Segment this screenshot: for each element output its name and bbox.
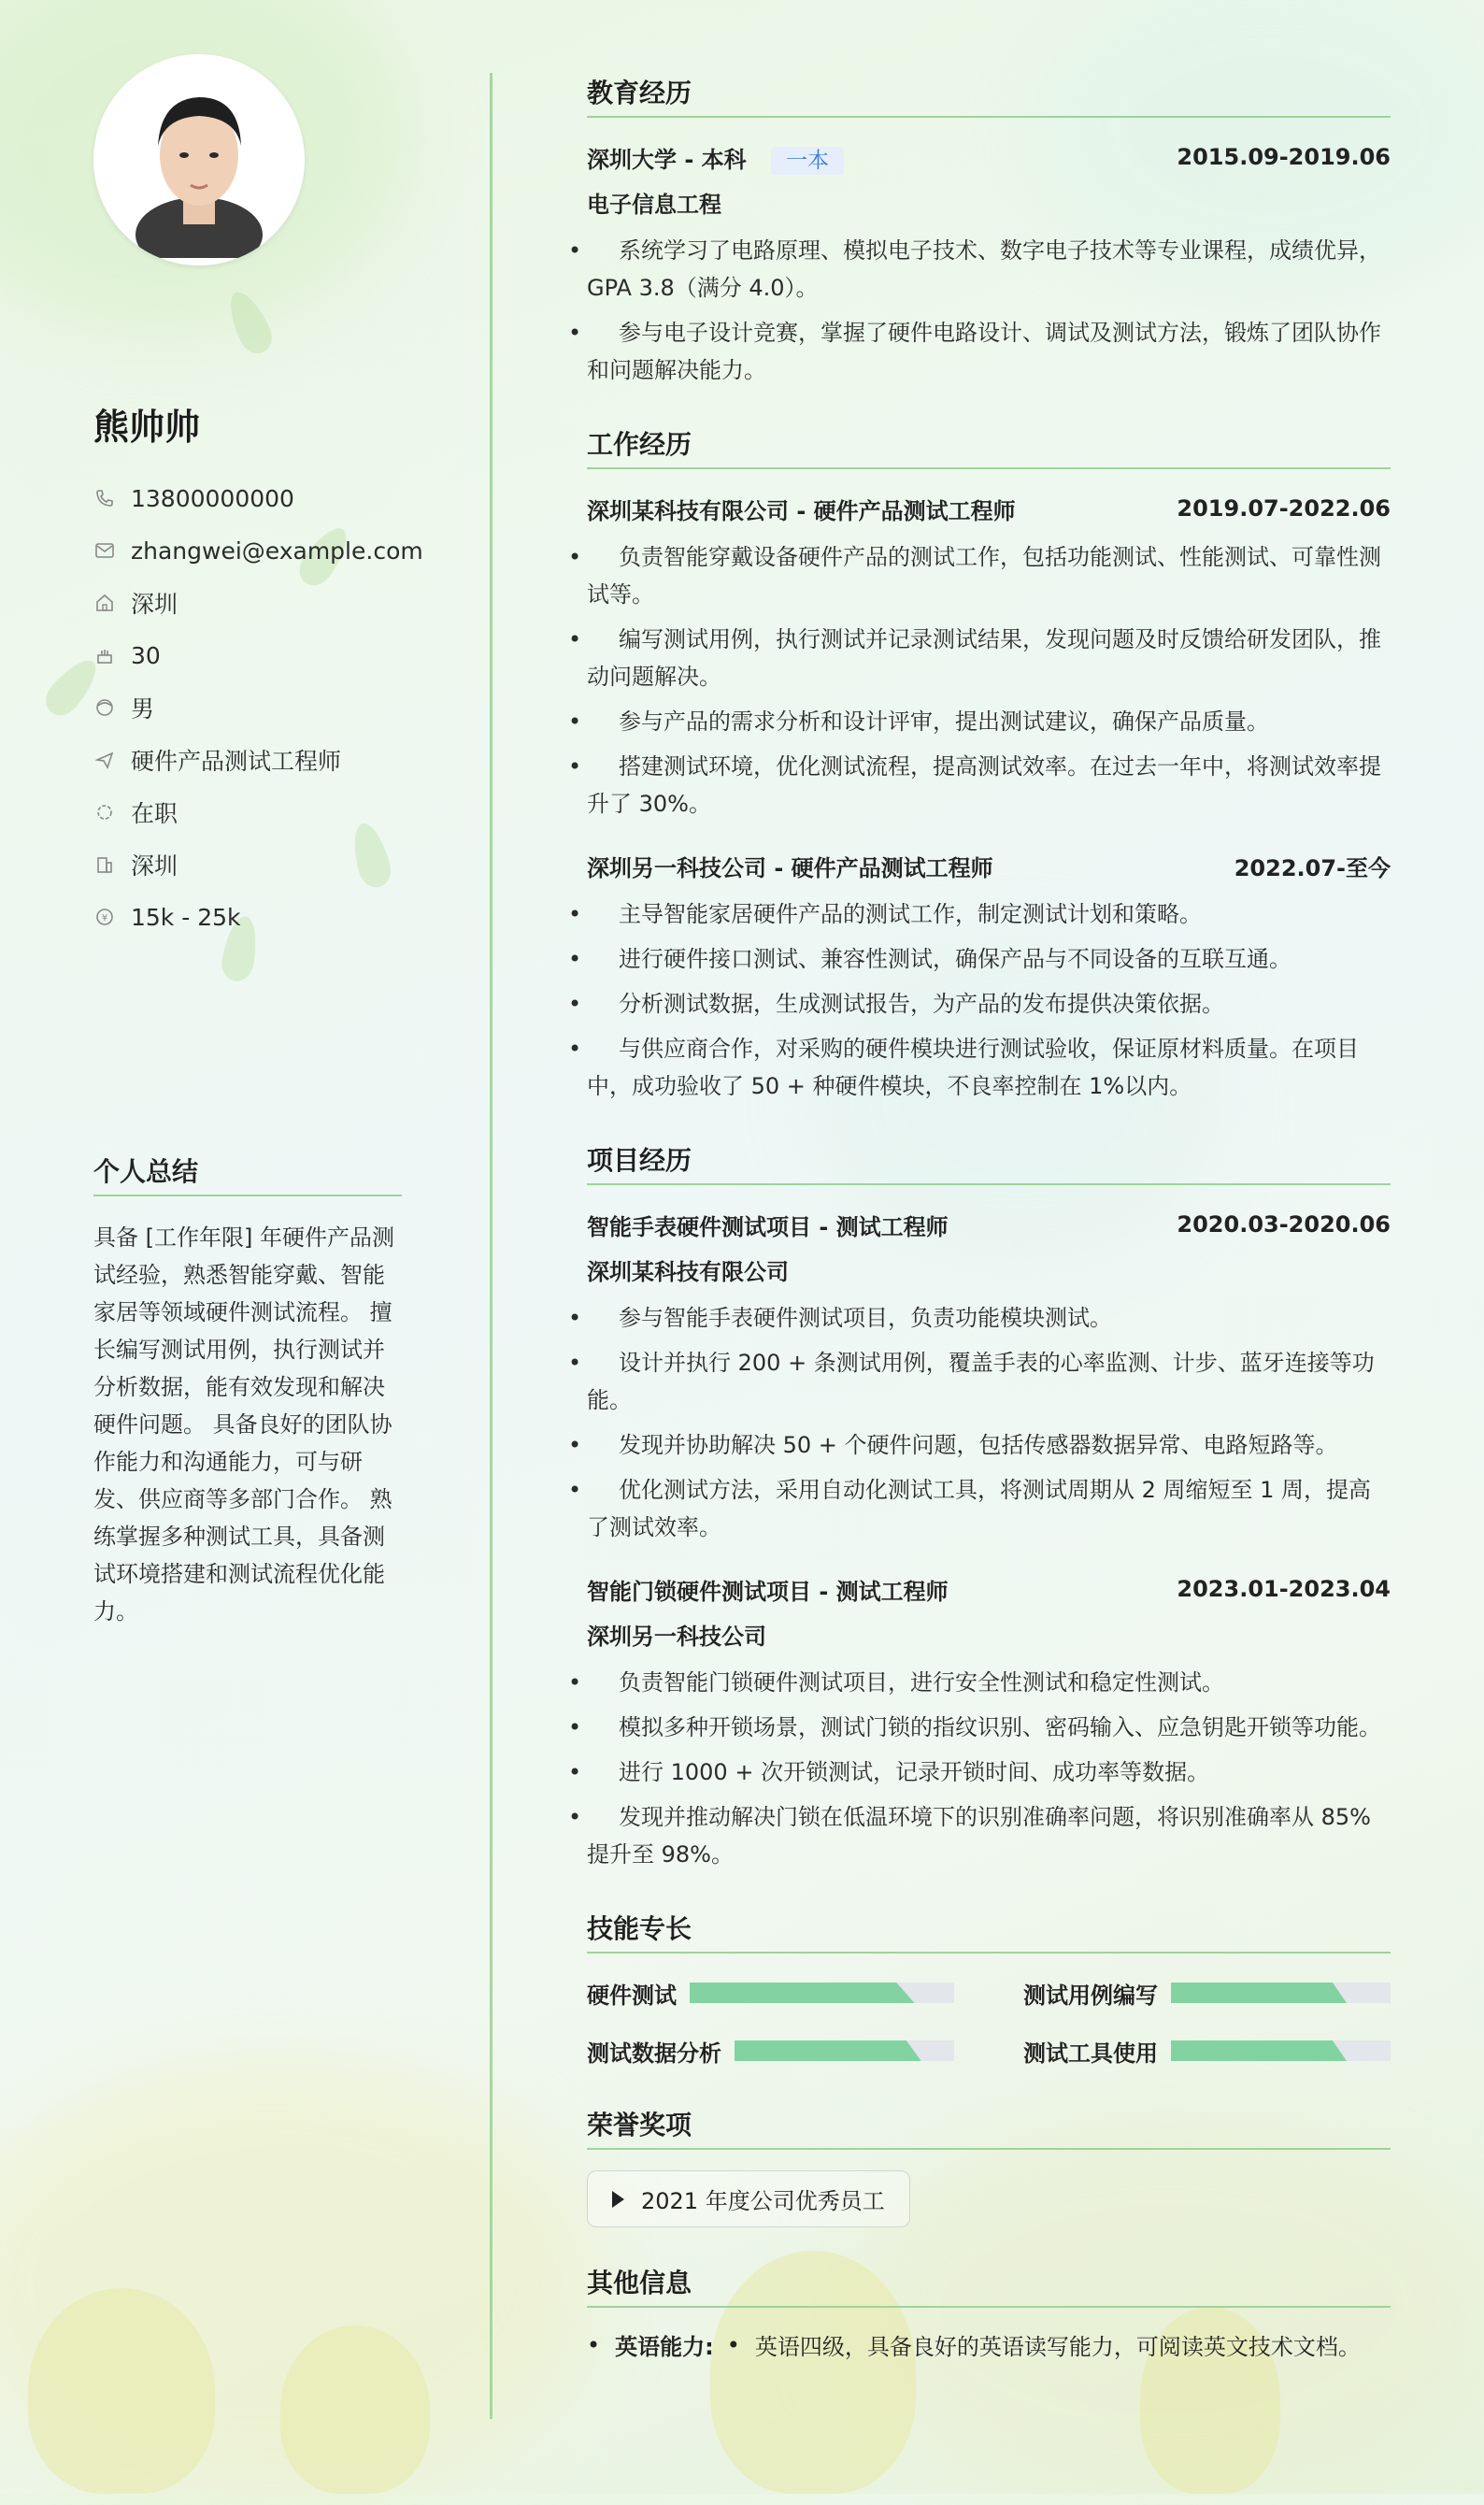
other-info-line <box>587 2328 1391 2361</box>
other-text: 英语四级，具备良好的英语读写能力，可阅读英文技术文档。 <box>754 2334 1361 2360</box>
skill-label: 硬件测试 <box>587 1982 677 2009</box>
info-age <box>93 629 423 681</box>
list-item: • 搭建测试环境，优化测试流程，提高测试效率。在过去一年中，将测试效率提升了 30%。 <box>587 748 1391 823</box>
education-bullets <box>587 232 1391 389</box>
work-entry-head <box>587 490 1391 527</box>
list-item: • 与供应商合作，对采购的硬件模块进行测试验收，保证原材料质量。在项目中，成功验收了 50 + 种硬件模块，不良率控制在 1%以内。 <box>587 1030 1391 1105</box>
skill-item <box>1023 2032 1391 2069</box>
project-company: 深圳另一科技公司 <box>587 1623 766 1650</box>
skills-section <box>587 1909 1391 2069</box>
list-item: • 模拟多种开锁场景，测试门锁的指纹识别、密码输入、应急钥匙开锁等功能。 <box>587 1709 1391 1746</box>
awards-section <box>587 2105 1391 2227</box>
project-date: 2020.03-2020.06 <box>1177 1211 1391 1238</box>
skill-item <box>587 1974 954 2011</box>
work-bullets <box>587 895 1391 1105</box>
info-work-city <box>93 838 423 891</box>
status-text: 在职 <box>131 800 178 827</box>
section-title: 其他信息 <box>587 2263 1391 2308</box>
project-bullets <box>587 1299 1391 1546</box>
send-icon <box>93 749 116 771</box>
skill-label: 测试用例编写 <box>1023 1982 1158 2009</box>
divider-line <box>490 73 492 2419</box>
cake-icon <box>93 644 116 666</box>
work-entry <box>587 490 1391 823</box>
project-section <box>587 1140 1391 1873</box>
list-item: • 系统学习了电路原理、模拟电子技术、数字电子技术等专业课程，成绩优异，GPA 3.8（满分 4.0）。 <box>587 232 1391 307</box>
section-title: 项目经历 <box>587 1140 1391 1185</box>
summary-title: 个人总结 <box>93 1152 402 1196</box>
section-title: 技能专长 <box>587 1909 1391 1954</box>
section-title: 教育经历 <box>587 73 1391 118</box>
home-icon <box>93 592 116 614</box>
list-item: • 分析测试数据，生成测试报告，为产品的发布提供决策依据。 <box>587 985 1391 1023</box>
project-entry-head <box>587 1570 1391 1608</box>
main-content <box>587 73 1391 2397</box>
list-item: • 发现并推动解决门锁在低温环境下的识别准确率问题，将识别准确率从 85% 提升至 98%。 <box>587 1798 1391 1873</box>
skill-fill <box>735 2040 921 2061</box>
salary-text: 15k - 25k <box>131 903 241 931</box>
list-item: • 参与产品的需求分析和设计评审，提出测试建议，确保产品质量。 <box>587 703 1391 740</box>
svg-text:¥: ¥ <box>101 913 108 923</box>
candidate-name: 熊帅帅 <box>93 407 201 448</box>
email-text: zhangwei@example.com <box>131 537 423 565</box>
list-item: • 编写测试用例，执行测试并记录测试结果，发现问题及时反馈给研发团队，推动问题解决。 <box>587 621 1391 695</box>
person-portrait-icon <box>135 80 264 258</box>
school-tag: 一本 <box>771 147 844 175</box>
list-item: • 设计并执行 200 + 条测试用例，覆盖手表的心率监测、计步、蓝牙连接等功能。 <box>587 1344 1391 1419</box>
work-entry-head <box>587 847 1391 884</box>
award-item[interactable] <box>587 2170 910 2227</box>
info-location <box>93 577 423 629</box>
work-entry <box>587 847 1391 1105</box>
location-text: 深圳 <box>131 591 178 618</box>
list-item: • 参与智能手表硬件测试项目，负责功能模块测试。 <box>587 1299 1391 1337</box>
project-entry-head <box>587 1206 1391 1243</box>
skills-grid <box>587 1974 1391 2069</box>
education-head <box>587 138 1391 176</box>
skill-bar <box>1171 2040 1391 2061</box>
section-title: 荣誉奖项 <box>587 2105 1391 2150</box>
project-company: 深圳某科技有限公司 <box>587 1258 789 1285</box>
list-item: • 发现并协助解决 50 + 个硬件问题，包括传感器数据异常、电路短路等。 <box>587 1426 1391 1464</box>
skill-label: 测试工具使用 <box>1023 2040 1158 2067</box>
education-date: 2015.09-2019.06 <box>1177 144 1391 170</box>
education-section <box>587 73 1391 389</box>
info-status <box>93 786 423 838</box>
bullet-icon: • <box>587 2331 601 2358</box>
skill-bar <box>735 2040 954 2061</box>
work-section <box>587 424 1391 1105</box>
project-title: 智能门锁硬件测试项目 - 测试工程师 <box>587 1578 949 1605</box>
gender-text: 男 <box>131 695 155 723</box>
list-item: • 负责智能门锁硬件测试项目，进行安全性测试和稳定性测试。 <box>587 1664 1391 1701</box>
phone-text: 13800000000 <box>131 484 294 512</box>
project-entry <box>587 1570 1391 1873</box>
other-label: 英语能力: <box>615 2334 714 2360</box>
avatar <box>93 54 305 265</box>
info-gender <box>93 681 423 734</box>
work-date: 2019.07-2022.06 <box>1177 495 1391 522</box>
skill-fill <box>1171 1983 1347 2003</box>
info-salary <box>93 891 423 943</box>
other-section <box>587 2263 1391 2361</box>
sidebar <box>0 0 486 2494</box>
status-icon <box>93 801 116 823</box>
contact-info-list <box>93 472 423 943</box>
list-item: • 进行 1000 + 次开锁测试，记录开锁时间、成功率等数据。 <box>587 1754 1391 1791</box>
info-phone <box>93 472 423 524</box>
project-entry <box>587 1206 1391 1546</box>
award-text: 2021 年度公司优秀员工 <box>641 2188 885 2214</box>
section-title: 工作经历 <box>587 424 1391 469</box>
bullet-icon: • <box>726 2331 740 2358</box>
age-text: 30 <box>131 641 161 669</box>
work-title: 深圳另一科技公司 - 硬件产品测试工程师 <box>587 854 993 881</box>
work-date: 2022.07-至今 <box>1234 854 1391 881</box>
work-city-text: 深圳 <box>131 852 178 880</box>
salary-icon <box>93 906 116 928</box>
major-name: 电子信息工程 <box>587 191 721 218</box>
skill-fill <box>1171 2040 1347 2061</box>
info-email <box>93 524 423 577</box>
skill-label: 测试数据分析 <box>587 2040 721 2067</box>
skill-bar <box>690 1983 954 2003</box>
skill-bar <box>1171 1983 1391 2003</box>
position-text: 硬件产品测试工程师 <box>131 748 342 775</box>
mail-icon <box>93 539 116 562</box>
summary-text: 具备 [工作年限] 年硬件产品测试经验，熟悉智能穿戴、智能家居等领域硬件测试流程。 擅长编写测试用例，执行测试并分析数据，能有效发现和解决硬件问题。 具备良好的团队协作能力和沟通能力，可与研发、供应商等多部门合作。 熟练掌握多种测试工具，具备测试环境搭建和测试流程优化能力。 <box>93 1224 394 1625</box>
building-icon <box>93 853 116 876</box>
list-item: • 进行硬件接口测试、兼容性测试，确保产品与不同设备的互联互通。 <box>587 940 1391 978</box>
work-title: 深圳某科技有限公司 - 硬件产品测试工程师 <box>587 497 1016 524</box>
list-item: • 优化测试方法，采用自动化测试工具，将测试周期从 2 周缩短至 1 周，提高了测试效率。 <box>587 1471 1391 1546</box>
gender-icon <box>93 696 116 719</box>
project-bullets <box>587 1664 1391 1873</box>
school-name: 深圳大学 - 本科 <box>587 146 747 173</box>
project-title: 智能手表硬件测试项目 - 测试工程师 <box>587 1213 949 1240</box>
work-bullets <box>587 538 1391 823</box>
project-date: 2023.01-2023.04 <box>1177 1576 1391 1602</box>
list-item: • 参与电子设计竞赛，掌握了硬件电路设计、调试及测试方法，锻炼了团队协作和问题解决能力。 <box>587 314 1391 389</box>
list-item: • 负责智能穿戴设备硬件产品的测试工作，包括功能测试、性能测试、可靠性测试等。 <box>587 538 1391 613</box>
skill-item <box>1023 1974 1391 2011</box>
skill-item <box>587 2032 954 2069</box>
phone-icon <box>93 487 116 509</box>
info-position <box>93 734 423 786</box>
list-item: • 主导智能家居硬件产品的测试工作，制定测试计划和策略。 <box>587 895 1391 933</box>
play-triangle-icon <box>612 2191 624 2208</box>
skill-fill <box>690 1983 915 2003</box>
